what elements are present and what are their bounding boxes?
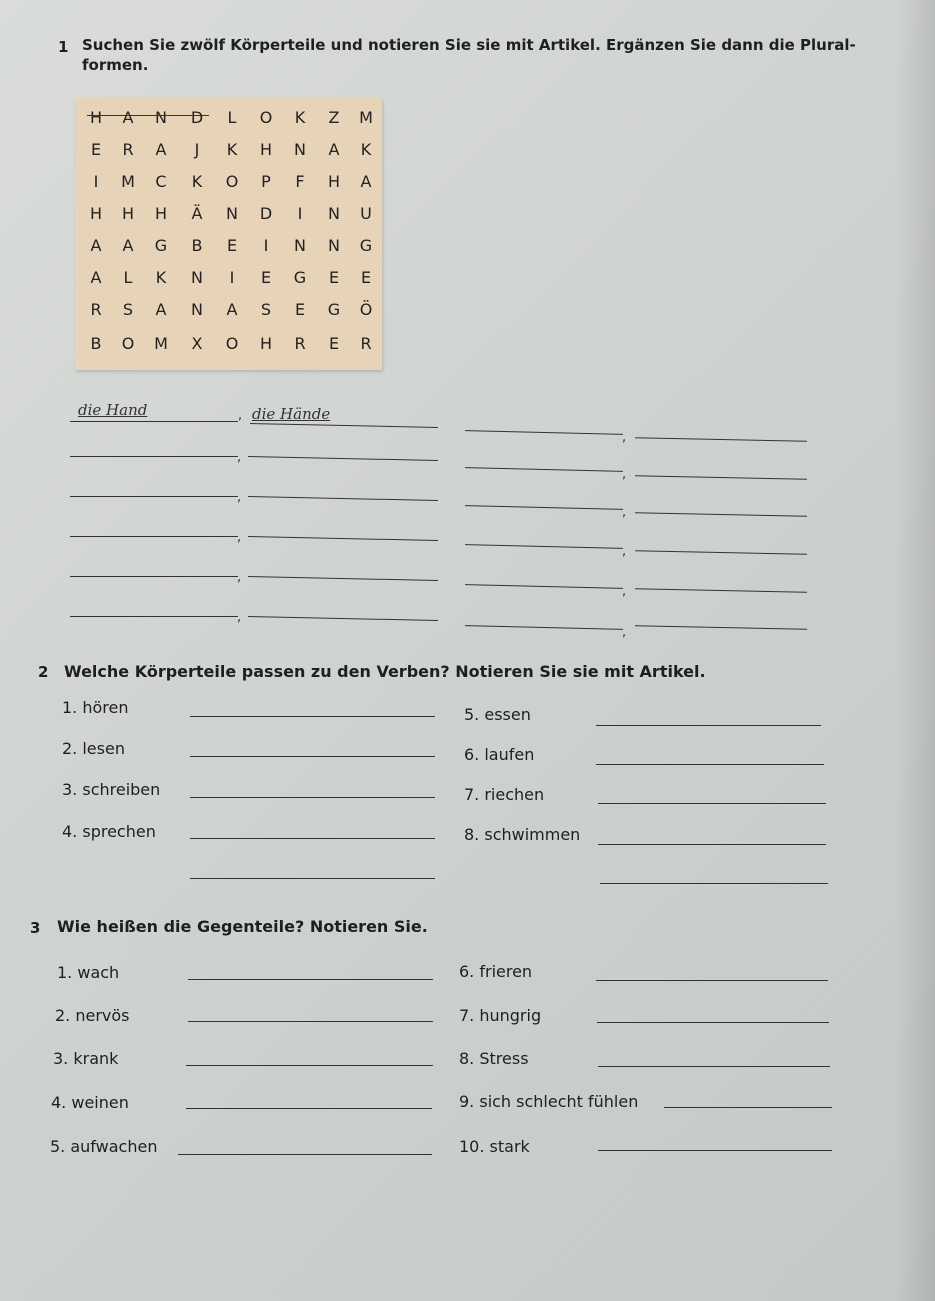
grid-row [75, 328, 382, 360]
grid-row [75, 198, 382, 230]
answer-line[interactable] [70, 456, 238, 457]
grid-letter: H [89, 204, 103, 223]
grid-letter: H [259, 140, 273, 159]
comma: , [237, 490, 242, 505]
grid-letter: N [328, 236, 340, 255]
answer-line[interactable] [600, 883, 828, 884]
task1-instruction-cont: formen. [82, 56, 149, 74]
answer-line[interactable] [250, 423, 438, 428]
comma: , [622, 505, 627, 520]
answer-line[interactable] [598, 844, 826, 845]
answer-line[interactable] [598, 1150, 832, 1151]
grid-row [75, 102, 382, 134]
grid-letter: N [328, 204, 340, 223]
grid-letter: N [226, 204, 238, 223]
grid-letter: H [89, 108, 103, 127]
answer-line[interactable] [465, 584, 623, 589]
grid-letter: I [93, 172, 99, 191]
grid-letter: B [191, 236, 203, 255]
grid-letter: O [121, 334, 135, 353]
answer-line[interactable] [190, 878, 435, 879]
task2-item: 6. laufen [464, 745, 535, 764]
grid-letter: H [154, 204, 168, 223]
task2-item: 4. sprechen [62, 822, 156, 841]
task3-item: 8. Stress [459, 1049, 529, 1068]
answer-line[interactable] [635, 512, 807, 517]
answer-line[interactable] [598, 1066, 830, 1067]
grid-letter: I [297, 204, 303, 223]
answer-line[interactable] [248, 616, 438, 621]
grid-letter: C [155, 172, 167, 191]
answer-line[interactable] [635, 550, 807, 555]
comma: , [622, 467, 627, 482]
grid-letter: F [295, 172, 305, 191]
grid-letter: M [359, 108, 373, 127]
grid-letter: B [90, 334, 102, 353]
example-singular: die Hand [78, 401, 148, 419]
grid-letter: S [260, 300, 272, 319]
grid-letter: X [191, 334, 203, 353]
grid-row [75, 230, 382, 262]
answer-line[interactable] [70, 616, 238, 617]
task2-instruction: Welche Körperteile passen zu den Verben? Notieren Sie sie mit Artikel. [64, 662, 706, 681]
answer-line[interactable] [248, 536, 438, 541]
grid-letter: Z [328, 108, 340, 127]
answer-line[interactable] [186, 1108, 432, 1109]
answer-line[interactable] [70, 496, 238, 497]
grid-letter: I [229, 268, 235, 287]
answer-line[interactable] [70, 536, 238, 537]
grid-letter: D [259, 204, 273, 223]
grid-letter: K [226, 140, 238, 159]
grid-letter: N [191, 268, 203, 287]
word-search-grid [75, 98, 382, 370]
grid-letter: J [194, 140, 200, 159]
grid-row [75, 294, 382, 326]
task3-item: 7. hungrig [459, 1006, 542, 1025]
answer-line[interactable] [596, 980, 828, 981]
answer-line[interactable] [465, 544, 623, 549]
task2-item: 8. schwimmen [464, 825, 581, 844]
grid-letter: U [360, 204, 372, 223]
grid-letter: M [121, 172, 135, 191]
comma: , [622, 544, 627, 559]
grid-letter: E [90, 140, 102, 159]
grid-letter: A [155, 300, 167, 319]
comma: , [238, 408, 243, 423]
task3-item: 5. aufwachen [50, 1137, 158, 1156]
grid-letter: K [294, 108, 306, 127]
grid-letter: A [328, 140, 340, 159]
task2-item: 2. lesen [62, 739, 125, 758]
answer-line[interactable] [635, 625, 807, 630]
comma: , [622, 584, 627, 599]
grid-letter: N [191, 300, 203, 319]
grid-letter: O [225, 334, 239, 353]
grid-letter: E [260, 268, 272, 287]
answer-line[interactable] [248, 456, 438, 461]
answer-line[interactable] [70, 576, 238, 577]
grid-letter: N [294, 236, 306, 255]
answer-line[interactable] [188, 979, 433, 980]
answer-line[interactable] [188, 1021, 433, 1022]
task2-number: 2 [38, 663, 49, 681]
answer-line[interactable] [190, 797, 435, 798]
grid-letter: E [328, 334, 340, 353]
found-word-strike [87, 115, 209, 116]
grid-letter: E [294, 300, 306, 319]
grid-letter: A [90, 268, 102, 287]
task2-item: 3. schreiben [62, 780, 161, 799]
grid-letter: G [154, 236, 168, 255]
answer-line[interactable] [664, 1107, 832, 1108]
grid-letter: H [121, 204, 135, 223]
grid-letter: P [261, 172, 271, 191]
grid-letter: R [122, 140, 134, 159]
grid-letter: O [259, 108, 273, 127]
grid-letter: S [122, 300, 134, 319]
answer-line[interactable] [596, 725, 821, 726]
grid-letter: G [293, 268, 307, 287]
task3-item: 4. weinen [51, 1093, 129, 1112]
answer-line[interactable] [465, 430, 623, 435]
grid-letter: A [90, 236, 102, 255]
grid-letter: A [360, 172, 372, 191]
grid-letter: K [360, 140, 372, 159]
task1-instruction: Suchen Sie zwölf Körperteile und notieren Sie sie mit Artikel. Ergänzen Sie dann die Plural- [82, 36, 856, 54]
comma: , [237, 570, 242, 585]
grid-letter: K [155, 268, 167, 287]
grid-row [75, 262, 382, 294]
task3-item: 1. wach [57, 963, 120, 982]
comma: , [622, 625, 627, 640]
grid-letter: E [360, 268, 372, 287]
grid-letter: R [90, 300, 102, 319]
task3-instruction: Wie heißen die Gegenteile? Notieren Sie. [57, 917, 428, 936]
comma: , [622, 430, 627, 445]
grid-letter: E [226, 236, 238, 255]
grid-letter: R [360, 334, 372, 353]
grid-letter: A [122, 108, 134, 127]
task3-item: 10. stark [459, 1137, 530, 1156]
grid-letter: N [155, 108, 167, 127]
comma: , [237, 610, 242, 625]
grid-letter: N [294, 140, 306, 159]
comma: , [237, 530, 242, 545]
grid-letter: H [259, 334, 273, 353]
grid-letter: K [191, 172, 203, 191]
grid-letter: E [328, 268, 340, 287]
task3-item: 2. nervös [55, 1006, 130, 1025]
answer-line[interactable] [248, 576, 438, 581]
answer-line[interactable] [635, 588, 807, 593]
grid-letter: R [294, 334, 306, 353]
task1-number: 1 [58, 38, 69, 56]
answer-line[interactable] [465, 505, 623, 510]
answer-line[interactable] [190, 756, 435, 757]
grid-letter: G [327, 300, 341, 319]
grid-letter: Ö [359, 300, 373, 319]
answer-line[interactable] [465, 625, 623, 630]
page-edge-shadow [895, 0, 935, 1301]
answer-line[interactable] [465, 467, 623, 472]
grid-row [75, 134, 382, 166]
answer-line[interactable] [248, 496, 438, 501]
grid-letter: A [226, 300, 238, 319]
example-plural: die Hände [252, 405, 331, 423]
answer-line[interactable] [598, 803, 826, 804]
answer-line[interactable] [190, 838, 435, 839]
grid-letter: I [263, 236, 269, 255]
grid-letter: H [327, 172, 341, 191]
grid-letter: M [154, 334, 168, 353]
task2-item: 1. hören [62, 698, 129, 717]
answer-line[interactable] [635, 475, 807, 480]
grid-letter: A [155, 140, 167, 159]
comma: , [237, 450, 242, 465]
grid-letter: G [359, 236, 373, 255]
task3-number: 3 [30, 919, 41, 937]
grid-row [75, 166, 382, 198]
grid-letter: Ä [191, 204, 203, 223]
answer-line[interactable] [178, 1154, 432, 1155]
task2-item: 5. essen [464, 705, 531, 724]
task3-item: 3. krank [53, 1049, 119, 1068]
grid-letter: O [225, 172, 239, 191]
grid-letter: L [227, 108, 237, 127]
task3-item: 6. frieren [459, 962, 533, 981]
answer-line[interactable] [186, 1065, 433, 1066]
answer-line[interactable] [635, 437, 807, 442]
task3-item: 9. sich schlecht fühlen [459, 1092, 639, 1111]
answer-line[interactable] [596, 764, 824, 765]
answer-line[interactable] [190, 716, 435, 717]
answer-line[interactable] [70, 421, 238, 422]
grid-letter: D [190, 108, 204, 127]
grid-letter: A [122, 236, 134, 255]
grid-letter: L [123, 268, 133, 287]
task2-item: 7. riechen [464, 785, 545, 804]
answer-line[interactable] [597, 1022, 829, 1023]
